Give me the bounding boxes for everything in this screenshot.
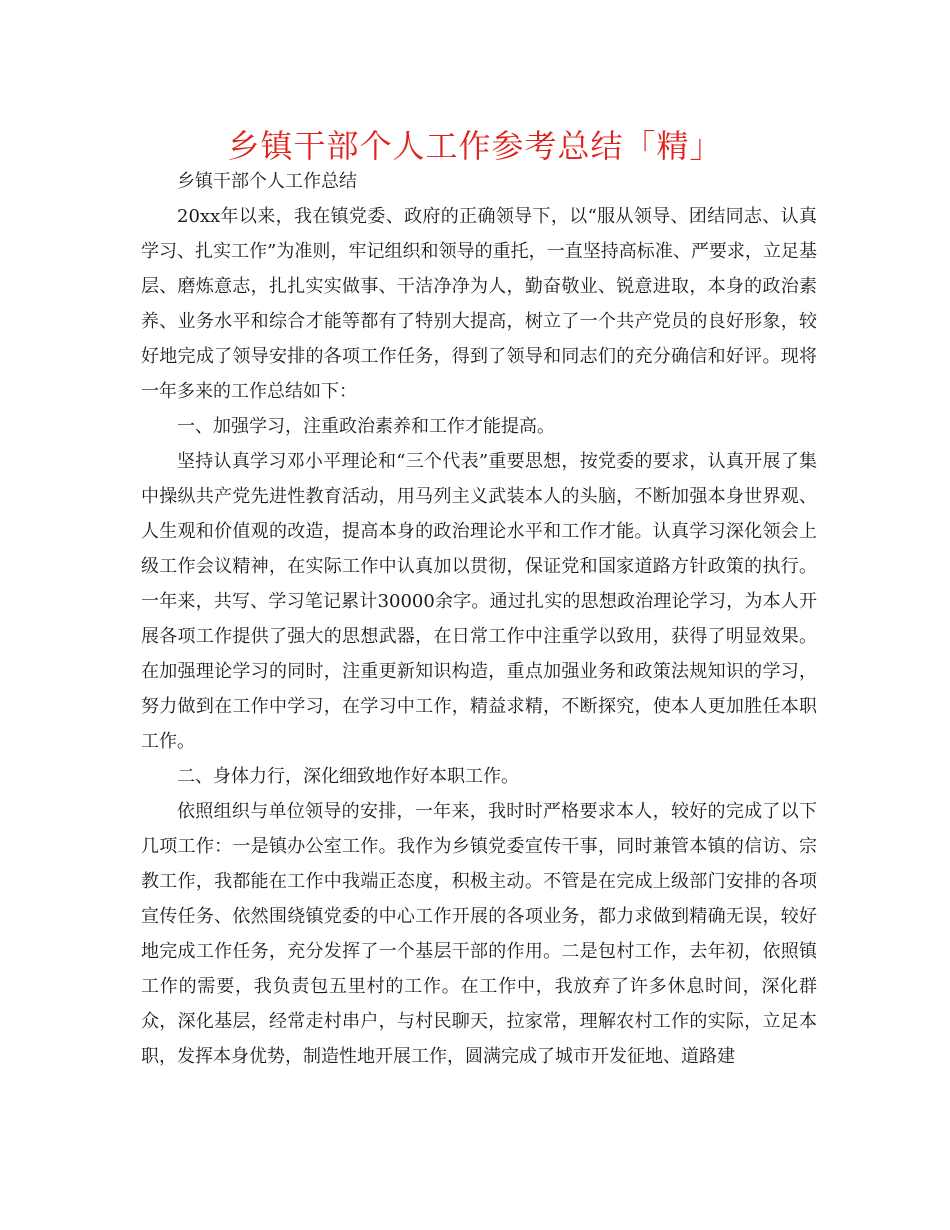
intro-paragraph: 20xx年以来，我在镇党委、政府的正确领导下，以“服从领导、团结同志、认真学习、扎实工作”为准则，牢记组织和领导的重托，一直坚持高标准、严要求，立足基层、磨炼意志，扎扎实实做事、干洁净净为人，勤奋敬业、锐意进取，本身的政治素养、业务水平和综合才能等都有了特别大提高，树立了一个共产党员的良好形象，较好地完成了领导安排的各项工作任务，得到了领导和同志们的充分确信和好评。现将一年多来的工作总结如下： [141,206,817,402]
subtitle-paragraph: 乡镇干部个人工作总结 [177,171,357,192]
section-heading-2: 二、身体力行，深化细致地作好本职工作。 [177,766,519,787]
document-title: 乡镇干部个人工作参考总结「精」 [227,127,723,165]
section-heading-1: 一、加强学习，注重政治素养和工作才能提高。 [177,416,555,437]
work-paragraph: 依照组织与单位领导的安排，一年来，我时时严格要求本人，较好的完成了以下几项工作：一是镇办公室工作。我作为乡镇党委宣传干事，同时兼管本镇的信访、宗教工作，我都能在工作中我端正态度，积极主动。不管是在完成上级部门安排的各项宣传任务、依然围绕镇党委的中心工作开展的各项业务，都力求做到精确无误，较好地完成工作任务，充分发挥了一个基层干部的作用。二是包村工作，去年初，依照镇工作的需要，我负责包五里村的工作。在工作中，我放弃了许多休息时间，深化群众，深化基层，经常走村串户，与村民聊天，拉家常，理解农村工作的实际，立足本职，发挥本身优势，制造性地开展工作，圆满完成了城市开发征地、道路建 [141,801,817,1067]
document-body [141,164,817,1074]
study-paragraph: 坚持认真学习邓小平理论和“三个代表”重要思想，按党委的要求，认真开展了集中操纵共产党先进性教育活动，用马列主义武装本人的头脑，不断加强本身世界观、人生观和价值观的改造，提高本身的政治理论水平和工作才能。认真学习深化领会上级工作会议精神，在实际工作中认真加以贯彻，保证党和国家道路方针政策的执行。一年来，共写、学习笔记累计30000余字。通过扎实的思想政治理论学习，为本人开展各项工作提供了强大的思想武器，在日常工作中注重学以致用，获得了明显效果。在加强理论学习的同时，注重更新知识构造，重点加强业务和政策法规知识的学习，努力做到在工作中学习，在学习中工作，精益求精，不断探究，使本人更加胜任本职工作。 [141,451,817,752]
